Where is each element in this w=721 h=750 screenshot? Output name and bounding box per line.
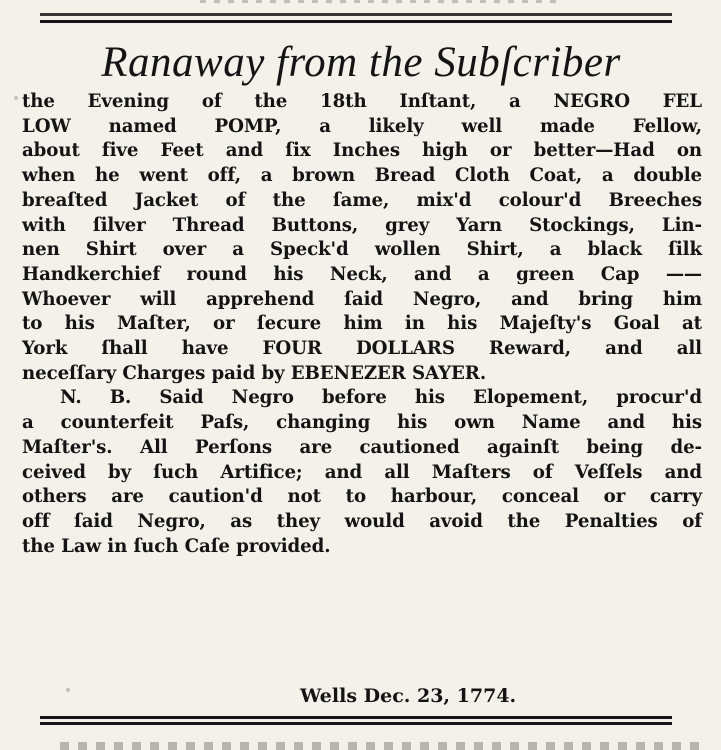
ad-line: with ſilver Thread Buttons, grey Yarn Stockings, Lin- [22, 214, 702, 236]
ad-line-signature: neceſſary Charges paid by EBENEZER SAYER. [22, 362, 487, 384]
ad-line: the Evening of the 18th Inſtant, a NEGRO FEL [22, 91, 702, 112]
nota-bene-line: ceived by ſuch Artifice; and all Maſters of Veſſels and [22, 461, 702, 483]
advertisement-headline: Ranaway from the Subſcriber [101, 39, 621, 86]
ad-line: about five Feet and ſix Inches high or better—Had on [22, 140, 702, 162]
nota-bene-line: N. B. Said Negro before his Elopement, procur'd [60, 387, 702, 409]
top-rule-thin [40, 13, 672, 16]
advertisement-body [22, 90, 702, 559]
previous-column-fragment [200, 0, 560, 3]
nota-bene-line: Maſter's. All Perſons are cautioned againſt being de- [22, 436, 702, 458]
nota-bene-line: the Law in ſuch Caſe provided. [22, 535, 331, 557]
ink-speck [66, 688, 70, 692]
ad-line: when he went off, a brown Bread Cloth Coat, a double [22, 165, 702, 187]
ad-line: Whoever will apprehend ſaid Negro, and bring him [22, 288, 702, 310]
ad-line: breaſted Jacket of the ſame, mix'd colour'd Breeches [22, 189, 702, 211]
nota-bene-line: off ſaid Negro, as they would avoid the Penalties of [22, 510, 702, 532]
place-and-date: Wells Dec. 23, 1774. [300, 685, 517, 707]
ink-speck [14, 96, 18, 100]
ad-line: to his Maſter, or ſecure him in his Majeſty's Goal at [22, 313, 702, 335]
nota-bene-line: a counterfeit Paſs, changing his own Name and his [22, 412, 702, 434]
ad-line: Handkerchief round his Neck, and a green Cap —— [22, 263, 702, 285]
ad-line: nen Shirt over a Speck'd wollen Shirt, a black ſilk [22, 239, 702, 261]
top-rule-thick [40, 20, 672, 23]
bottom-rule-thin [40, 716, 672, 719]
nota-bene-line: others are caution'd not to harbour, conceal or carry [22, 486, 702, 508]
ad-line: LOW named POMP, a likely well made Fellow, [22, 115, 702, 137]
next-column-fragment [60, 742, 700, 750]
bottom-rule-thick [40, 722, 672, 725]
ad-line: York ſhall have FOUR DOLLARS Reward, and all [22, 338, 702, 360]
